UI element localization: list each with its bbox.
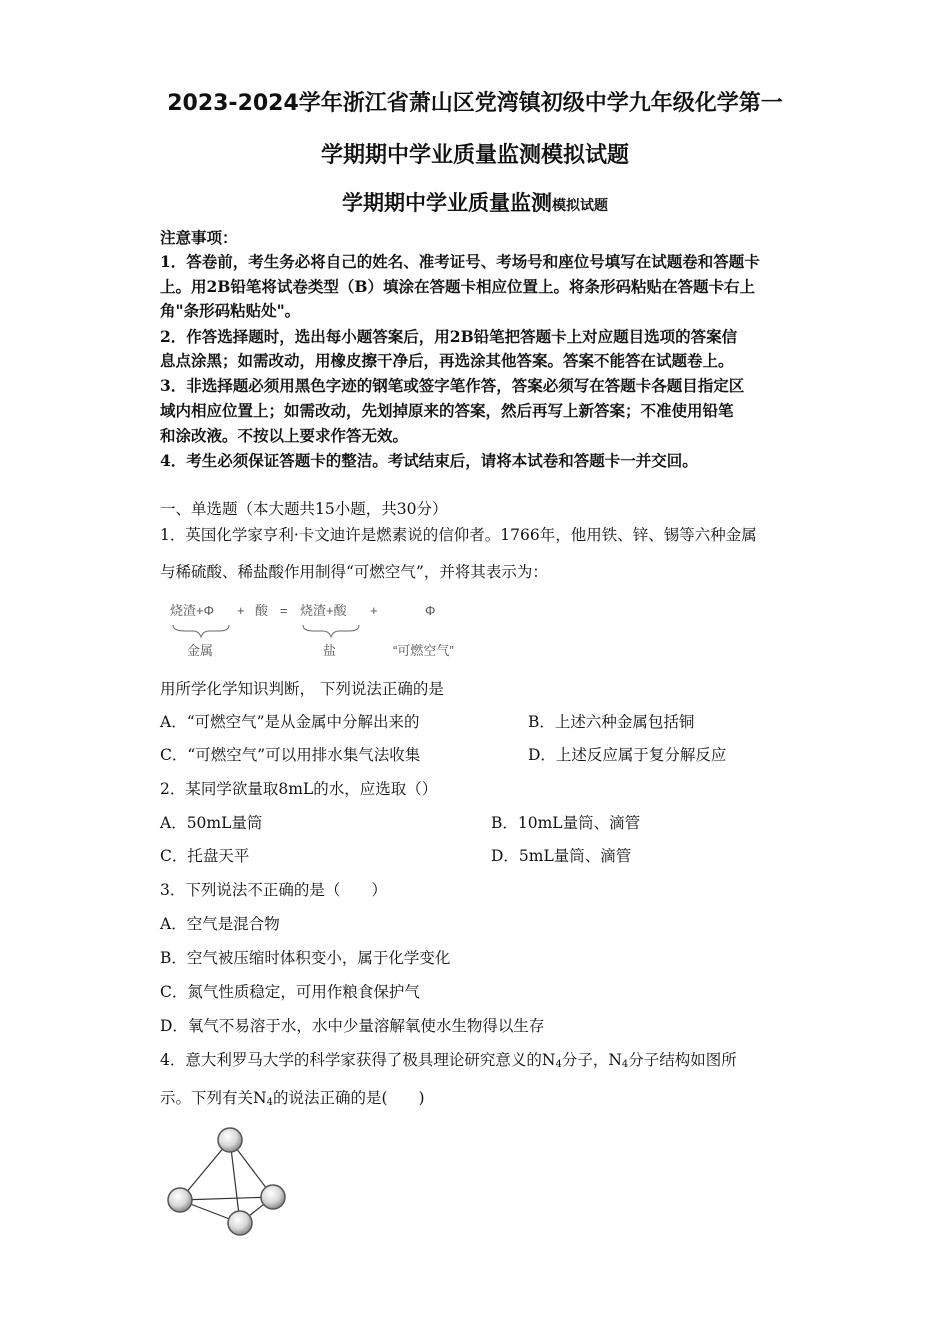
- subscript: 4: [266, 1097, 273, 1108]
- q2-stem: 2．某同学欲量取8mL的水，应选取（）: [160, 780, 438, 798]
- fig-rhs: 烧渣+酸: [300, 603, 347, 618]
- q3-option-d: D．氧气不易溶于水，水中少量溶解氧使水生物得以生存: [160, 1017, 545, 1035]
- fig-acid: 酸: [255, 603, 269, 618]
- q4-text: 分子，N: [561, 1051, 622, 1069]
- q3-option-c: C．氮气性质稳定，可用作粮食保护气: [160, 983, 420, 1001]
- q1-reaction-figure: [165, 595, 485, 665]
- q1-option-c: C．“可燃空气”可以用排水集气法收集: [160, 746, 421, 764]
- doc-title-line3-small: 模拟试题: [552, 198, 608, 214]
- q4-text: 示。下列有关N: [160, 1089, 267, 1107]
- nitrogen-atom: [168, 1188, 192, 1212]
- subscript: 4: [555, 1059, 562, 1070]
- doc-title-line3-main: 学期期中学业质量监测: [342, 191, 552, 215]
- brace-metal: [173, 625, 229, 637]
- nitrogen-atom: [218, 1128, 242, 1152]
- fig-label-metal: 金属: [187, 643, 214, 658]
- notice-line: 和涂改液。不按以上要求作答无效。: [160, 426, 409, 445]
- q2-option-c: C．托盘天平: [160, 847, 250, 865]
- subscript: 4: [621, 1059, 629, 1070]
- q1-prompt: 用所学化学知识判断， 下列说法正确的是: [160, 680, 444, 698]
- doc-title-line3: [0, 187, 950, 217]
- notice-line: 2．作答选择题时，选出每小题答案后，用2B铅笔把答题卡上对应题目选项的答案信: [160, 327, 738, 346]
- fig-lhs: 烧渣+Φ: [170, 603, 214, 618]
- q4-text: 分子结构如图所: [628, 1051, 737, 1069]
- q3-option-b: B．空气被压缩时体积变小，属于化学变化: [160, 949, 451, 967]
- q2-option-b: B．10mL量筒、滴管: [491, 814, 641, 832]
- q2-option-d: D．5mL量筒、滴管: [491, 847, 632, 865]
- notice-line: 角"条形码粘贴处"。: [160, 301, 301, 320]
- notice-line: 3．非选择题必须用黑色字迹的钢笔或签字笔作答，答案必须写在答题卡各题目指定区: [160, 376, 745, 395]
- n4-molecule-figure: [160, 1120, 300, 1250]
- nitrogen-atom: [261, 1185, 285, 1209]
- q3-option-a: A．空气是混合物: [160, 915, 280, 933]
- q1-option-a: A．“可燃空气”是从金属中分解出来的: [160, 713, 420, 731]
- fig-plus: +: [370, 603, 378, 618]
- q4-stem-line1: [160, 1053, 737, 1070]
- q3-stem: 3．下列说法不正确的是（ ）: [160, 881, 387, 899]
- bonds: [180, 1140, 273, 1223]
- fig-label-gas: “可燃空气”: [393, 643, 454, 658]
- notice-line: 息点涂黑；如需改动，用橡皮擦干净后，再选涂其他答案。答案不能答在试题卷上。: [160, 351, 734, 370]
- fig-plus: +: [237, 603, 245, 618]
- notice-heading: 注意事项：: [160, 228, 238, 247]
- fig-phi: Φ: [425, 603, 436, 618]
- nitrogen-atom: [228, 1211, 252, 1235]
- notice-line: 4．考生必须保证答题卡的整洁。考试结束后，请将本试卷和答题卡一并交回。: [160, 451, 698, 470]
- fig-label-salt: 盐: [323, 643, 337, 658]
- q1-option-b: B．上述六种金属包括铜: [528, 713, 695, 731]
- doc-title-line1: 2023-2024学年浙江省萧山区党湾镇初级中学九年级化学第一: [167, 91, 783, 116]
- notice-line: 上。用2B铅笔将试卷类型（B）填涂在答题卡相应位置上。将条形码粘贴在答题卡右上: [160, 277, 755, 296]
- notice-line: 域内相应位置上；如需改动，先划掉原来的答案，然后再写上新答案；不准使用铅笔: [160, 401, 734, 420]
- q4-stem-line2: [160, 1091, 425, 1108]
- q4-text: 4．意大利罗马大学的科学家获得了极具理论研究意义的N: [160, 1051, 556, 1069]
- fig-equals: =: [280, 603, 288, 618]
- q1-stem-line1: 1．英国化学家亨利·卡文迪许是燃素说的信仰者。1766年，他用铁、锌、锡等六种金属: [160, 526, 757, 544]
- notice-line: 1．答卷前，考生务必将自己的姓名、准考证号、考场号和座位号填写在试题卷和答题卡: [160, 252, 760, 271]
- q1-option-d: D．上述反应属于复分解反应: [528, 746, 727, 764]
- q4-text: 的说法正确的是( ): [272, 1089, 425, 1107]
- q2-option-a: A．50mL量筒: [160, 814, 263, 832]
- q1-stem-line2: 与稀硫酸、稀盐酸作用制得“可燃空气”，并将其表示为：: [160, 563, 548, 581]
- section-heading: 一、单选题（本大题共15小题，共30分）: [160, 500, 448, 518]
- brace-salt: [303, 625, 359, 637]
- doc-title-line2: 学期期中学业质量监测模拟试题: [320, 143, 629, 168]
